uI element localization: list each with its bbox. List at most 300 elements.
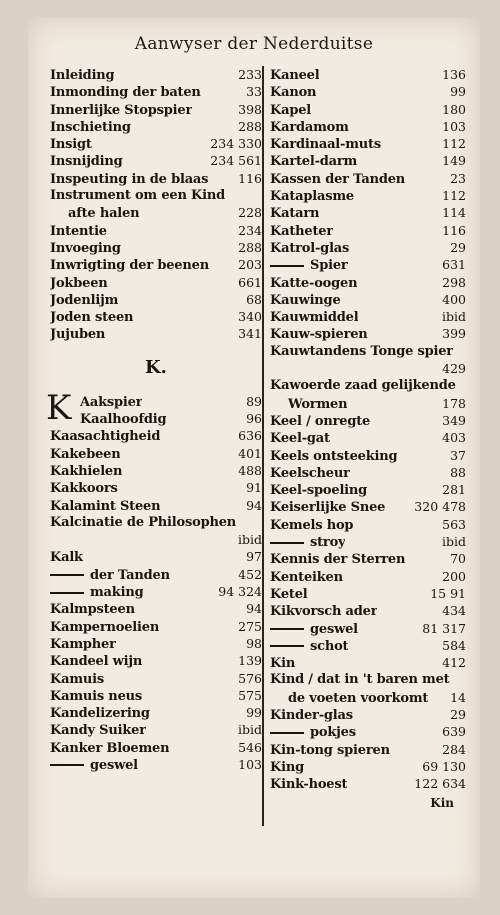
- entry-term-text: Kartel-darm: [270, 154, 358, 170]
- entry-term: [50, 498, 160, 515]
- entry-term-text: Kataplasme: [270, 189, 354, 205]
- entry-term-text: Inleiding: [50, 68, 115, 83]
- index-entry: [270, 516, 466, 533]
- entry-term: [50, 446, 120, 463]
- entry-term: [270, 84, 316, 101]
- entry-page-number: 584: [442, 637, 466, 653]
- index-entry: [270, 585, 466, 602]
- entry-page-number: 29: [450, 239, 466, 255]
- repeat-dash: [50, 592, 84, 594]
- entry-term: [50, 428, 160, 445]
- entry-term-text: afte halen: [68, 206, 140, 222]
- entry-term: [270, 119, 349, 136]
- entry-page-number: 88: [450, 464, 466, 480]
- entry-page-number: 14: [450, 689, 466, 705]
- entry-term-text: Kin: [270, 656, 296, 672]
- entry-term: [270, 448, 397, 465]
- index-entry: [270, 706, 466, 723]
- entry-page-number: 403: [442, 430, 466, 446]
- entry-term: [270, 517, 353, 534]
- entry-term: [50, 309, 133, 326]
- index-entry: [50, 756, 262, 773]
- entry-term-text: Katte-oogen: [270, 275, 358, 291]
- entry-term: [270, 188, 354, 205]
- left-top-entries: [50, 66, 262, 343]
- entry-page-number: 546: [238, 739, 262, 755]
- entry-term: [50, 705, 150, 722]
- index-entry: [50, 600, 262, 617]
- entry-term: [270, 240, 349, 257]
- index-entry: [270, 568, 466, 585]
- entry-term: [50, 223, 107, 240]
- entry-page-number: 288: [238, 239, 262, 255]
- entry-term: [270, 326, 368, 343]
- index-entry: [270, 550, 466, 567]
- entry-page-number: 116: [238, 170, 262, 186]
- entry-page-number: 97: [246, 549, 262, 565]
- index-entry: [270, 101, 466, 118]
- entry-term-text: Kalmpsteen: [50, 602, 135, 618]
- entry-term-text: Inschieting: [50, 119, 131, 135]
- entry-page-number: 180: [442, 101, 466, 117]
- entry-term-text: Keel-spoeling: [270, 483, 368, 499]
- index-entry: [50, 687, 262, 704]
- entry-term: [50, 688, 142, 705]
- repeat-dash: [50, 574, 84, 576]
- entry-term: [50, 636, 116, 653]
- index-entry: [50, 308, 262, 325]
- entry-term-text: Kalamint Steen: [50, 498, 161, 514]
- index-entry: [270, 741, 466, 758]
- entry-term-text: Kakkoors: [50, 481, 118, 497]
- entry-term-text: Innerlijke Stopspier: [50, 102, 193, 118]
- index-entry: [50, 704, 262, 721]
- index-entry: [270, 343, 466, 360]
- index-entry: [50, 66, 262, 83]
- entry-term-text: Katrol-glas: [270, 240, 350, 256]
- index-entry: [270, 689, 466, 706]
- entry-page-number: 200: [442, 568, 466, 584]
- entry-term: [270, 603, 377, 620]
- index-entry: [50, 187, 262, 204]
- entry-term: [50, 275, 108, 292]
- entry-term: [50, 757, 138, 774]
- index-entry: [270, 325, 466, 342]
- entry-term-text: Kaasachtigheid: [50, 429, 161, 445]
- entry-term-text: Keel / onregte: [270, 413, 371, 429]
- entry-page-number: 69 130: [422, 758, 466, 774]
- index-entry: [270, 602, 466, 619]
- entry-term: [50, 136, 92, 153]
- entry-term-text: Keel-gat: [270, 431, 330, 447]
- entry-term: [270, 153, 357, 170]
- entry-term-text: Kardinaal-muts: [270, 137, 381, 153]
- entry-term-text: geswel: [90, 757, 138, 773]
- entry-term-text: Kauwtandens Tonge spier: [270, 343, 453, 359]
- entry-page-number: 275: [238, 618, 262, 634]
- entry-term: [270, 292, 341, 309]
- entry-page-number: 563: [442, 516, 466, 532]
- entry-term-text: Jokbeen: [50, 275, 108, 291]
- index-entry: [270, 429, 466, 446]
- entry-page-number: 99: [246, 705, 262, 721]
- entry-term-text: Kapel: [270, 102, 312, 118]
- page-header: Aanwyser der Nederduitse: [134, 34, 374, 54]
- index-entry: [270, 222, 466, 239]
- index-entry: [50, 531, 262, 548]
- index-entry: [50, 445, 262, 462]
- entry-page-number: 114: [442, 205, 466, 221]
- index-entry: [50, 618, 262, 635]
- index-entry: [270, 204, 466, 221]
- entry-term: [50, 119, 131, 136]
- index-entry: [50, 548, 262, 565]
- book-page: [28, 18, 480, 898]
- entry-page-number: 661: [238, 274, 262, 290]
- entry-term-text: Inwrigting der beenen: [50, 258, 209, 274]
- entry-term-text: Kamuis: [50, 671, 104, 687]
- entry-page-number: 68: [246, 291, 262, 307]
- entry-page-number: ibid: [238, 532, 262, 548]
- entry-page-number: 228: [238, 205, 262, 221]
- entry-page-number: 576: [238, 670, 262, 686]
- entry-term: [50, 480, 118, 497]
- entry-page-number: 234 561: [210, 153, 262, 169]
- index-entry: [50, 721, 262, 738]
- entry-term: [50, 153, 123, 170]
- entry-term-text: de voeten voorkomt: [288, 690, 429, 706]
- entry-term-text: Kawoerde zaad gelijkende: [270, 378, 456, 394]
- index-entry: [50, 101, 262, 118]
- entry-term-text: Jujuben: [50, 327, 106, 343]
- entry-term: [50, 205, 139, 222]
- entry-page-number: 139: [238, 653, 262, 669]
- catchword: Kin: [430, 796, 454, 810]
- entry-term: [50, 567, 170, 584]
- index-entry: [50, 170, 262, 187]
- entry-term-text: Inmonding der baten: [50, 85, 201, 101]
- entry-term-text: Kandy Suiker: [50, 723, 146, 739]
- index-entry: [50, 222, 262, 239]
- entry-term-text: Kenteiken: [270, 569, 343, 585]
- entry-page-number: 94 324: [218, 584, 262, 600]
- entry-page-number: 149: [442, 153, 466, 169]
- entry-page-number: 234: [238, 222, 262, 238]
- entry-page-number: 91: [246, 480, 262, 496]
- entry-page-number: 233: [238, 67, 262, 82]
- index-entry: [50, 325, 262, 342]
- entry-term-text: Kaalhoofdig: [80, 412, 167, 428]
- entry-term-text: Kamuis neus: [50, 688, 143, 704]
- entry-term-text: Kanker Bloemen: [50, 740, 170, 756]
- entry-term-text: stroy: [310, 535, 346, 551]
- entry-term: [50, 653, 142, 670]
- entry-term: [270, 275, 357, 292]
- entry-term: [50, 240, 121, 257]
- index-entry: [270, 533, 466, 550]
- entry-page-number: 94: [246, 497, 262, 513]
- entry-term: [270, 205, 319, 222]
- index-entry: [270, 395, 466, 412]
- entry-term: [50, 722, 146, 739]
- repeat-dash: [50, 764, 84, 766]
- index-entry: [50, 670, 262, 687]
- repeat-dash: [270, 732, 304, 734]
- entry-term-text: Kink-hoest: [270, 777, 348, 793]
- entry-page-number: 178: [442, 395, 466, 411]
- section-letter: K.: [145, 356, 167, 378]
- entry-term: [50, 257, 209, 274]
- entry-term: [50, 619, 159, 636]
- index-entry: [270, 118, 466, 135]
- entry-term-text: Spier: [310, 258, 348, 274]
- index-entry: [50, 479, 262, 496]
- index-entry: [270, 620, 466, 637]
- index-entry: [270, 758, 466, 775]
- entry-term-text: Invoeging: [50, 240, 121, 256]
- index-entry: [270, 170, 466, 187]
- entry-term-text: Kin-tong spieren: [270, 742, 390, 758]
- entry-term: [270, 638, 348, 655]
- index-entry: [50, 274, 262, 291]
- entry-term: [270, 551, 405, 568]
- entry-page-number: 488: [238, 462, 262, 478]
- repeat-dash: [270, 265, 304, 267]
- entry-term: [270, 223, 333, 240]
- entry-term-text: Kanon: [270, 85, 317, 101]
- index-entry: [270, 135, 466, 152]
- index-entry: [50, 256, 262, 273]
- entry-term: [270, 67, 319, 84]
- index-entry: [270, 377, 466, 394]
- entry-term-text: der Tanden: [90, 567, 170, 583]
- entry-term-text: Kandelizering: [50, 706, 150, 722]
- entry-term-text: Kennis der Sterren: [270, 552, 406, 568]
- entry-page-number: 575: [238, 687, 262, 703]
- index-entry: [50, 410, 262, 427]
- index-entry: [270, 671, 466, 688]
- index-entry: [270, 308, 466, 325]
- entry-term: [50, 549, 83, 566]
- entry-term-text: Jodenlijm: [50, 292, 119, 308]
- index-entry: [270, 360, 466, 377]
- entry-page-number: 452: [238, 566, 262, 582]
- index-entry: [50, 393, 262, 410]
- index-entry: [50, 497, 262, 514]
- entry-term: [270, 482, 367, 499]
- entry-term: [270, 102, 311, 119]
- index-entry: [270, 152, 466, 169]
- index-entry: [50, 652, 262, 669]
- entry-term-text: Inspeuting in de blaas: [50, 171, 209, 187]
- entry-term: [270, 671, 450, 688]
- entry-page-number: 203: [238, 257, 262, 273]
- entry-term: [270, 586, 308, 603]
- entry-page-number: 29: [450, 706, 466, 722]
- index-entry: [50, 239, 262, 256]
- entry-page-number: 636: [238, 428, 262, 444]
- entry-page-number: 89: [246, 393, 262, 409]
- index-entry: [50, 427, 262, 444]
- entry-page-number: 288: [238, 118, 262, 134]
- index-entry: [50, 514, 262, 531]
- initial-letter: K: [46, 387, 72, 428]
- entry-term-text: Kemels hop: [270, 517, 354, 533]
- index-entry: [50, 462, 262, 479]
- entry-term-text: Insnijding: [50, 154, 123, 170]
- entry-term: [270, 465, 350, 482]
- repeat-dash: [270, 628, 304, 630]
- index-entry: [270, 723, 466, 740]
- entry-term-text: Kinder-glas: [270, 707, 353, 723]
- entry-page-number: 103: [238, 756, 262, 772]
- entry-term: [270, 499, 385, 516]
- entry-term: [270, 724, 356, 741]
- right-entries: [270, 66, 466, 792]
- entry-page-number: 340: [238, 309, 262, 325]
- entry-term-text: Intentie: [50, 223, 107, 239]
- entry-page-number: 320 478: [414, 499, 466, 515]
- index-entry: [270, 498, 466, 515]
- index-entry: [50, 291, 262, 308]
- entry-term: [270, 534, 345, 551]
- entry-term-text: Keels ontsteeking: [270, 448, 398, 464]
- entry-term: [50, 171, 208, 188]
- entry-page-number: 94: [246, 601, 262, 617]
- entry-term-text: Insigt: [50, 137, 92, 153]
- entry-page-number: 33: [246, 84, 262, 100]
- entry-page-number: 639: [442, 724, 466, 740]
- index-entry: [50, 583, 262, 600]
- entry-term: [270, 377, 456, 394]
- entry-page-number: 70: [450, 551, 466, 567]
- index-entry: [50, 135, 262, 152]
- index-entry: [50, 83, 262, 100]
- entry-term: [50, 326, 105, 343]
- entry-page-number: 234 330: [210, 136, 262, 152]
- entry-term: [270, 171, 405, 188]
- index-entry: [270, 412, 466, 429]
- entry-page-number: 281: [442, 482, 466, 498]
- entry-page-number: 81 317: [422, 620, 466, 636]
- entry-term-text: Ketel: [270, 586, 308, 602]
- entry-term: [270, 690, 428, 707]
- index-entry: [270, 66, 466, 83]
- entry-term: [270, 396, 347, 413]
- entry-page-number: 298: [442, 274, 466, 290]
- index-entry: [50, 204, 262, 221]
- entry-page-number: 37: [450, 447, 466, 463]
- entry-page-number: 98: [246, 635, 262, 651]
- entry-page-number: 401: [238, 445, 262, 461]
- entry-term: [50, 514, 236, 531]
- left-bottom-entries: [50, 393, 262, 774]
- entry-term: [50, 187, 225, 204]
- entry-page-number: 112: [442, 136, 466, 152]
- index-entry: [270, 83, 466, 100]
- entry-term: [50, 84, 201, 101]
- entry-term-text: Kauwinge: [270, 292, 341, 308]
- entry-page-number: ibid: [442, 309, 466, 325]
- index-entry: [270, 274, 466, 291]
- repeat-dash: [270, 645, 304, 647]
- entry-term-text: Kalcinatie de Philosophen: [50, 514, 237, 530]
- entry-page-number: ibid: [442, 534, 466, 550]
- entry-term: [50, 584, 143, 601]
- entry-term-text: Kauwmiddel: [270, 310, 359, 326]
- entry-term-text: Kalk: [50, 550, 83, 566]
- entry-term-text: Katheter: [270, 223, 333, 239]
- entry-term-text: Kassen der Tanden: [270, 171, 406, 187]
- entry-page-number: 434: [442, 603, 466, 619]
- entry-term-text: King: [270, 759, 304, 775]
- entry-term-text: Aakspier: [80, 394, 143, 410]
- entry-term-text: Kampernoelien: [50, 619, 160, 635]
- left-column: [46, 66, 262, 773]
- entry-term: [270, 759, 304, 776]
- entry-term: [50, 102, 192, 119]
- index-entry: [270, 256, 466, 273]
- entry-page-number: 341: [238, 326, 262, 342]
- entry-term-text: schot: [310, 638, 349, 654]
- entry-term: [270, 621, 358, 638]
- entry-page-number: 103: [442, 118, 466, 134]
- entry-term-text: Kakhielen: [50, 463, 123, 479]
- index-entry: [50, 635, 262, 652]
- entry-term: [270, 413, 370, 430]
- entry-term-text: Wormen: [288, 396, 348, 412]
- entry-page-number: 122 634: [414, 776, 466, 792]
- entry-term: [270, 569, 343, 586]
- entry-term-text: Joden steen: [50, 310, 134, 326]
- entry-page-number: 631: [442, 257, 466, 273]
- entry-page-number: 15 91: [430, 585, 466, 601]
- entry-term: [50, 601, 135, 618]
- entry-term-text: Kandeel wijn: [50, 654, 143, 670]
- entry-term-text: geswel: [310, 621, 358, 637]
- right-column: [262, 66, 466, 792]
- index-entry: [50, 566, 262, 583]
- index-entry: [270, 291, 466, 308]
- index-entry: [270, 187, 466, 204]
- entry-term-text: Kaneel: [270, 68, 320, 83]
- entry-page-number: 96: [246, 411, 262, 427]
- entry-page-number: 99: [450, 84, 466, 100]
- entry-term: [270, 776, 347, 793]
- entry-term: [270, 136, 381, 153]
- entry-term: [50, 740, 169, 757]
- entry-page-number: 429: [442, 361, 466, 377]
- k-section: [46, 387, 262, 774]
- entry-term-text: Kauw-spieren: [270, 327, 368, 343]
- index-entry: [50, 152, 262, 169]
- entry-term-text: Katarn: [270, 206, 320, 222]
- index-entry: [270, 239, 466, 256]
- entry-term: [270, 430, 330, 447]
- entry-page-number: ibid: [238, 722, 262, 738]
- index-entry: [270, 775, 466, 792]
- entry-term-text: Keelscheur: [270, 465, 350, 481]
- entry-page-number: 398: [238, 101, 262, 117]
- index-entry: [270, 654, 466, 671]
- entry-term: [270, 742, 390, 759]
- index-entry: [270, 481, 466, 498]
- entry-page-number: 284: [442, 741, 466, 757]
- entry-page-number: 400: [442, 291, 466, 307]
- entry-term: [50, 671, 104, 688]
- entry-term-text: making: [90, 585, 144, 601]
- entry-term: [270, 309, 358, 326]
